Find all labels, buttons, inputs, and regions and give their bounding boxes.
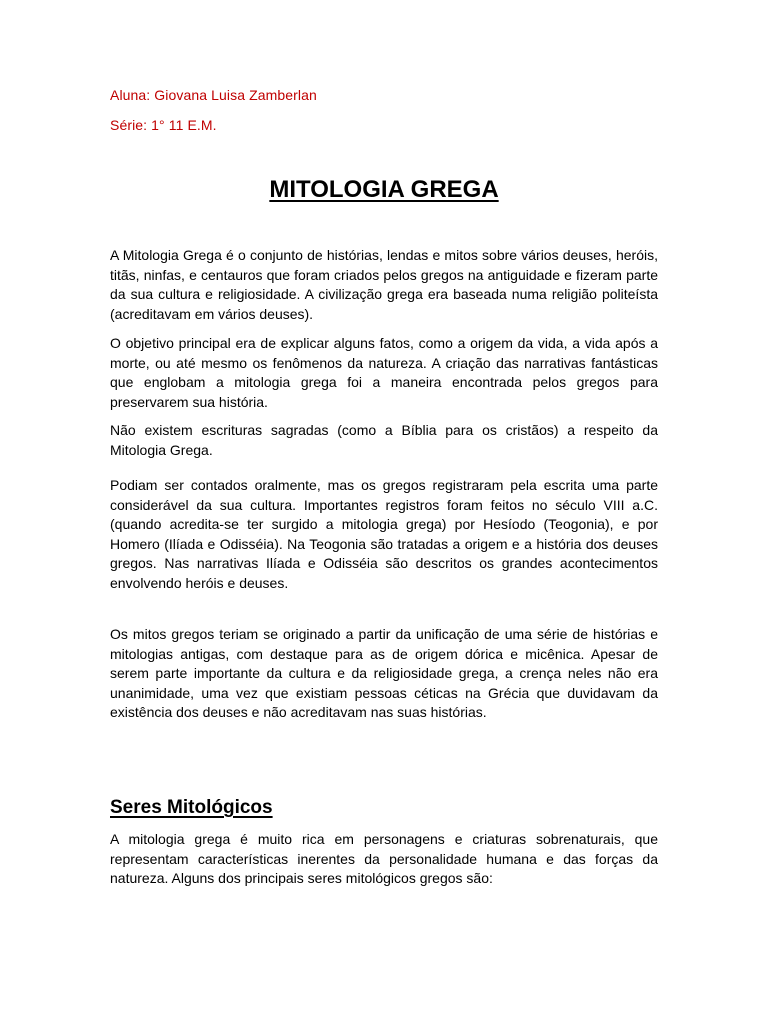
paragraph-beings: A mitologia grega é muito rica em personagens e criaturas sobrenaturais, que representam características inerentes da personalidade humana e das forças da natureza. Alguns dos principais seres mitológicos gregos são:	[110, 831, 658, 887]
student-name: Aluna: Giovana Luisa Zamberlan	[110, 87, 317, 103]
paragraph-intro: A Mitologia Grega é o conjunto de histórias, lendas e mitos sobre vários deuses, heróis, titãs, ninfas, e centauros que foram criados pelos gregos na antiguidade e fizeram parte da sua cultura e religiosidade. A civilização grega era baseada numa religião politeísta (acreditavam em vários deuses).	[110, 247, 658, 322]
paragraph-objective: O objetivo principal era de explicar alguns fatos, como a origem da vida, a vida após a morte, ou até mesmo os fenômenos da natureza. A criação das narrativas fantásticas que englobam a mitologia grega foi a maneira encontrada pelos gregos para preservarem sua história.	[110, 335, 658, 410]
paragraph-origins: Os mitos gregos teriam se originado a partir da unificação de uma série de histórias e mitologias antigas, com destaque para as de origem dórica e micênica. Apesar de serem parte importante da cultura e da religiosidade grega, a crença neles não era unanimidade, uma vez que existiam pessoas céticas na Grécia que duvidavam da existência dos deuses e não acreditavam nas suas histórias.	[110, 626, 658, 721]
student-grade: Série: 1° 11 E.M.	[110, 117, 217, 133]
section-heading: Seres Mitológicos	[110, 797, 273, 818]
document-title-text: MITOLOGIA GREGA	[269, 176, 499, 203]
paragraph-scriptures: Não existem escrituras sagradas (como a Bíblia para os cristãos) a respeito da Mitologia Grega.	[110, 422, 658, 458]
paragraph-records: Podiam ser contados oralmente, mas os gregos registraram pela escrita uma parte considerável da sua cultura. Importantes registros foram feitos no século VIII a.C. (quando acredita-se ter surgido a mitologia grega) por Hesíodo (Teogonia), e por Homero (Ilíada e Odisséia). Na Teogonia são tratadas a origem e a história dos deuses gregos. Nas narrativas Ilíada e Odisséia são descritos os grandes acontecimentos envolvendo heróis e deuses.	[110, 477, 658, 591]
document-title	[0, 176, 768, 204]
